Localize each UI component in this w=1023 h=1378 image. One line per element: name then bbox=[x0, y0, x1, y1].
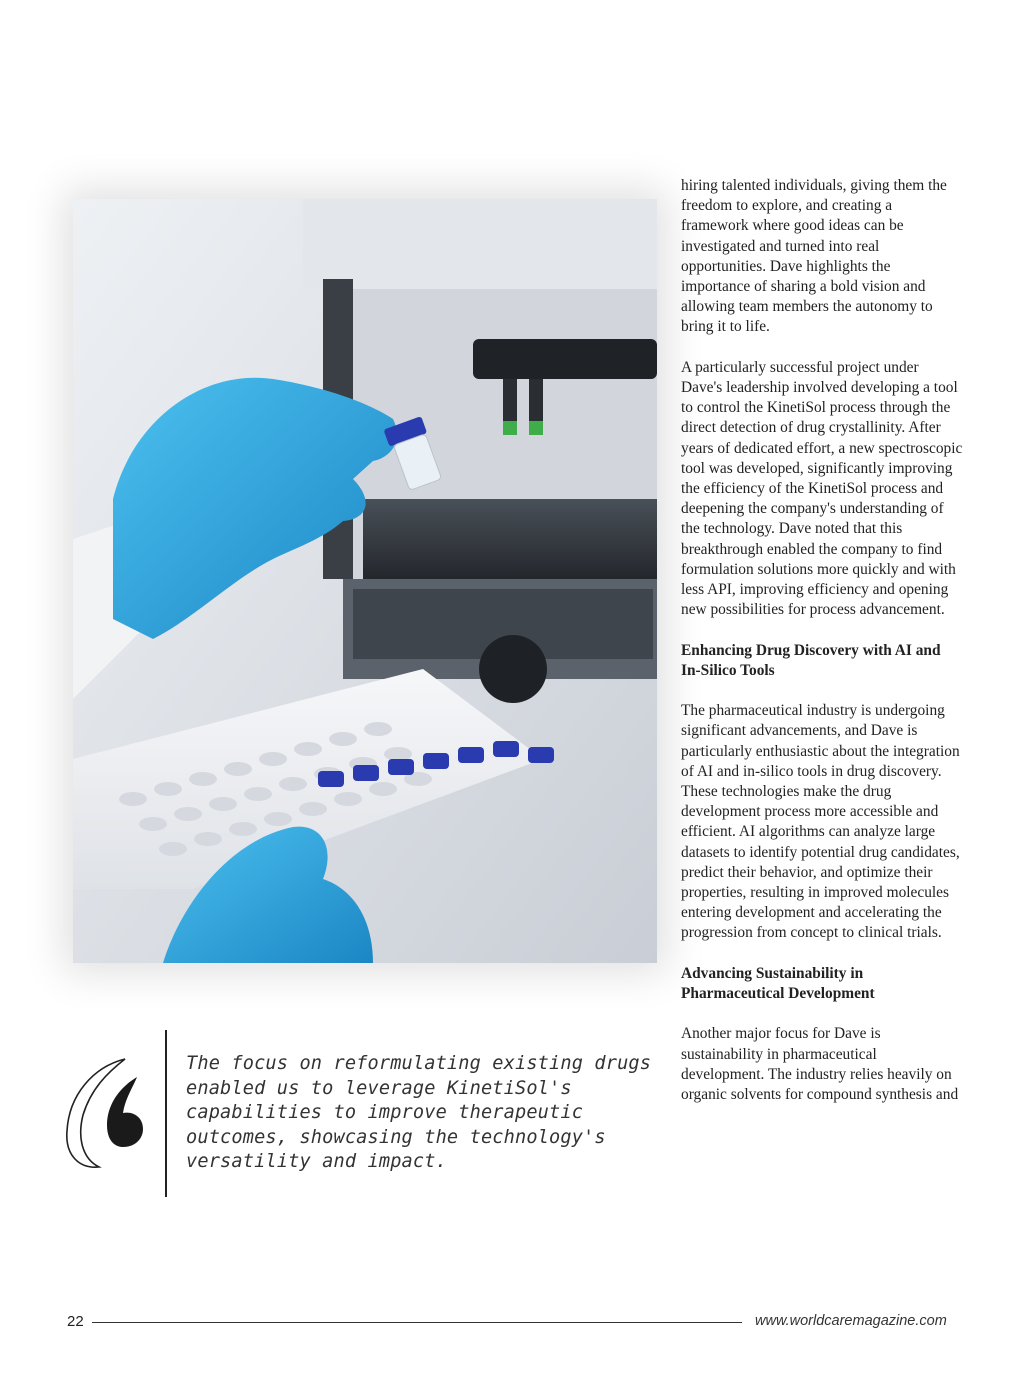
lab-photo-illustration bbox=[73, 199, 657, 963]
quote-divider bbox=[165, 1030, 167, 1197]
quote-mark-icon bbox=[63, 1055, 155, 1173]
article-paragraph-4: Another major focus for Dave is sustainability in pharmaceutical development. The industry relies heavily on organic solvents for compound synthesis and bbox=[681, 1025, 959, 1104]
article-paragraph-1: hiring talented individuals, giving them the freedom to explore, and creating a framework where good ideas can be investigated and turned into real opportunities. Dave highlights the importance of sharing a bold vision and allowing team members the autonomy to bring it to life. bbox=[681, 177, 947, 336]
article-paragraph-3: The pharmaceutical industry is undergoing significant advancements, and Dave is particularly enthusiastic about the integration of AI and in-silico tools in drug discovery. These technologies make the drug development process more accessible and efficient. AI algorithms can analyze large datasets to identify potential drug candidates, predict their behavior, and optimize their properties, resulting in improved molecules entering development and accelerating the progression from concept to clinical trials. bbox=[681, 702, 960, 942]
footer-url[interactable]: www.worldcaremagazine.com bbox=[755, 1313, 947, 1329]
pullquote-text: The focus on reformulating existing drugs enabled us to leverage KinetiSol's capabilities to improve therapeutic outcomes, showcasing the technology's versatility and impact. bbox=[186, 1053, 652, 1172]
article-column bbox=[681, 176, 963, 1125]
section-heading-ai: Enhancing Drug Discovery with AI and In-Silico Tools bbox=[681, 641, 941, 679]
page-number: 22 bbox=[67, 1313, 84, 1330]
article-paragraph-2: A particularly successful project under Dave's leadership involved developing a tool to control the KinetiSol process through the direct detection of drug crystallinity. After years of dedicated effort, a new spectroscopic tool was developed, significantly improving the efficiency of the KinetiSol process and deepening the company's understanding of the technology. Dave noted that this breakthrough enabled the company to find formulation solutions more quickly and with less API, improving efficiency and opening new possibilities for process advancement. bbox=[681, 358, 963, 619]
section-heading-sustainability: Advancing Sustainability in Pharmaceutical Development bbox=[681, 964, 875, 1003]
footer-rule bbox=[92, 1322, 742, 1323]
lab-photo bbox=[73, 199, 657, 963]
